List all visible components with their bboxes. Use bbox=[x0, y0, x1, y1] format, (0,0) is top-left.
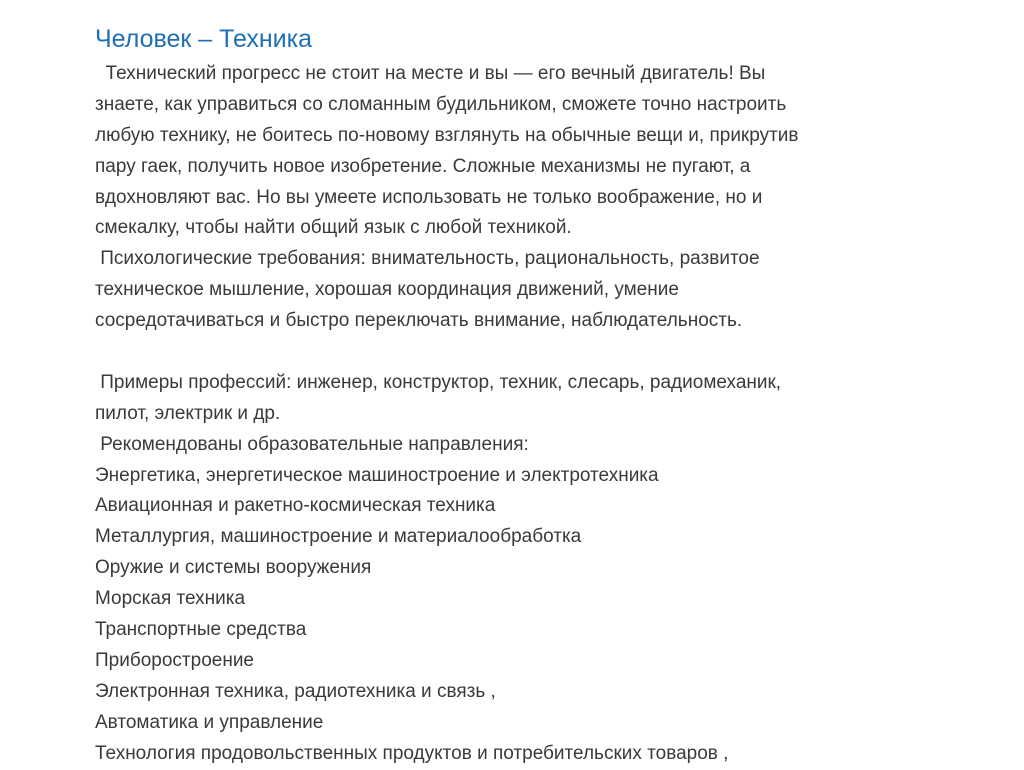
body-line: пару гаек, получить новое изобретение. Сложные механизмы не пугают, а bbox=[95, 155, 751, 177]
body-line: техническое мышление, хорошая координация движений, умение bbox=[95, 279, 679, 301]
body-line: Психологические требования: внимательность, рациональность, развитое bbox=[95, 248, 760, 270]
body-line: любую технику, не боитесь по-новому взглянуть на обычные вещи и, прикрутив bbox=[95, 124, 799, 146]
direction-item: Авиационная и ракетно-космическая техника bbox=[95, 495, 496, 517]
direction-item: Оружие и системы вооружения bbox=[95, 557, 372, 579]
direction-item: Приборостроение bbox=[95, 649, 254, 671]
body-line: вдохновляют вас. Но вы умеете использовать не только воображение, но и bbox=[95, 186, 763, 208]
body-line: знаете, как управиться со сломанным будильником, сможете точно настроить bbox=[95, 93, 787, 115]
direction-item: Энергетика, энергетическое машиностроение и электротехника bbox=[95, 464, 659, 486]
direction-item: Технология продовольственных продуктов и потребительских товаров , bbox=[95, 742, 729, 764]
slide-title: Человек – Техника bbox=[95, 25, 313, 53]
body-line: сосредотачиваться и быстро переключать внимание, наблюдательность. bbox=[95, 310, 743, 332]
body-line: пилот, электрик и др. bbox=[95, 402, 281, 424]
body-line: Технический прогресс не стоит на месте и вы — его вечный двигатель! Вы bbox=[95, 63, 766, 84]
body-line: Рекомендованы образовательные направления: bbox=[95, 433, 529, 455]
slide-body bbox=[95, 59, 995, 769]
blank-line bbox=[95, 337, 995, 368]
direction-item: Автоматика и управление bbox=[95, 711, 324, 733]
body-line: смекалку, чтобы найти общий язык с любой техникой. bbox=[95, 217, 572, 239]
direction-item: Транспортные средства bbox=[95, 619, 307, 641]
direction-item: Электронная техника, радиотехника и связь , bbox=[95, 680, 496, 702]
body-line: Примеры профессий: инженер, конструктор, техник, слесарь, радиомеханик, bbox=[95, 371, 782, 393]
direction-item: Морская техника bbox=[95, 588, 246, 610]
direction-item: Металлургия, машиностроение и материалообработка bbox=[95, 526, 582, 548]
